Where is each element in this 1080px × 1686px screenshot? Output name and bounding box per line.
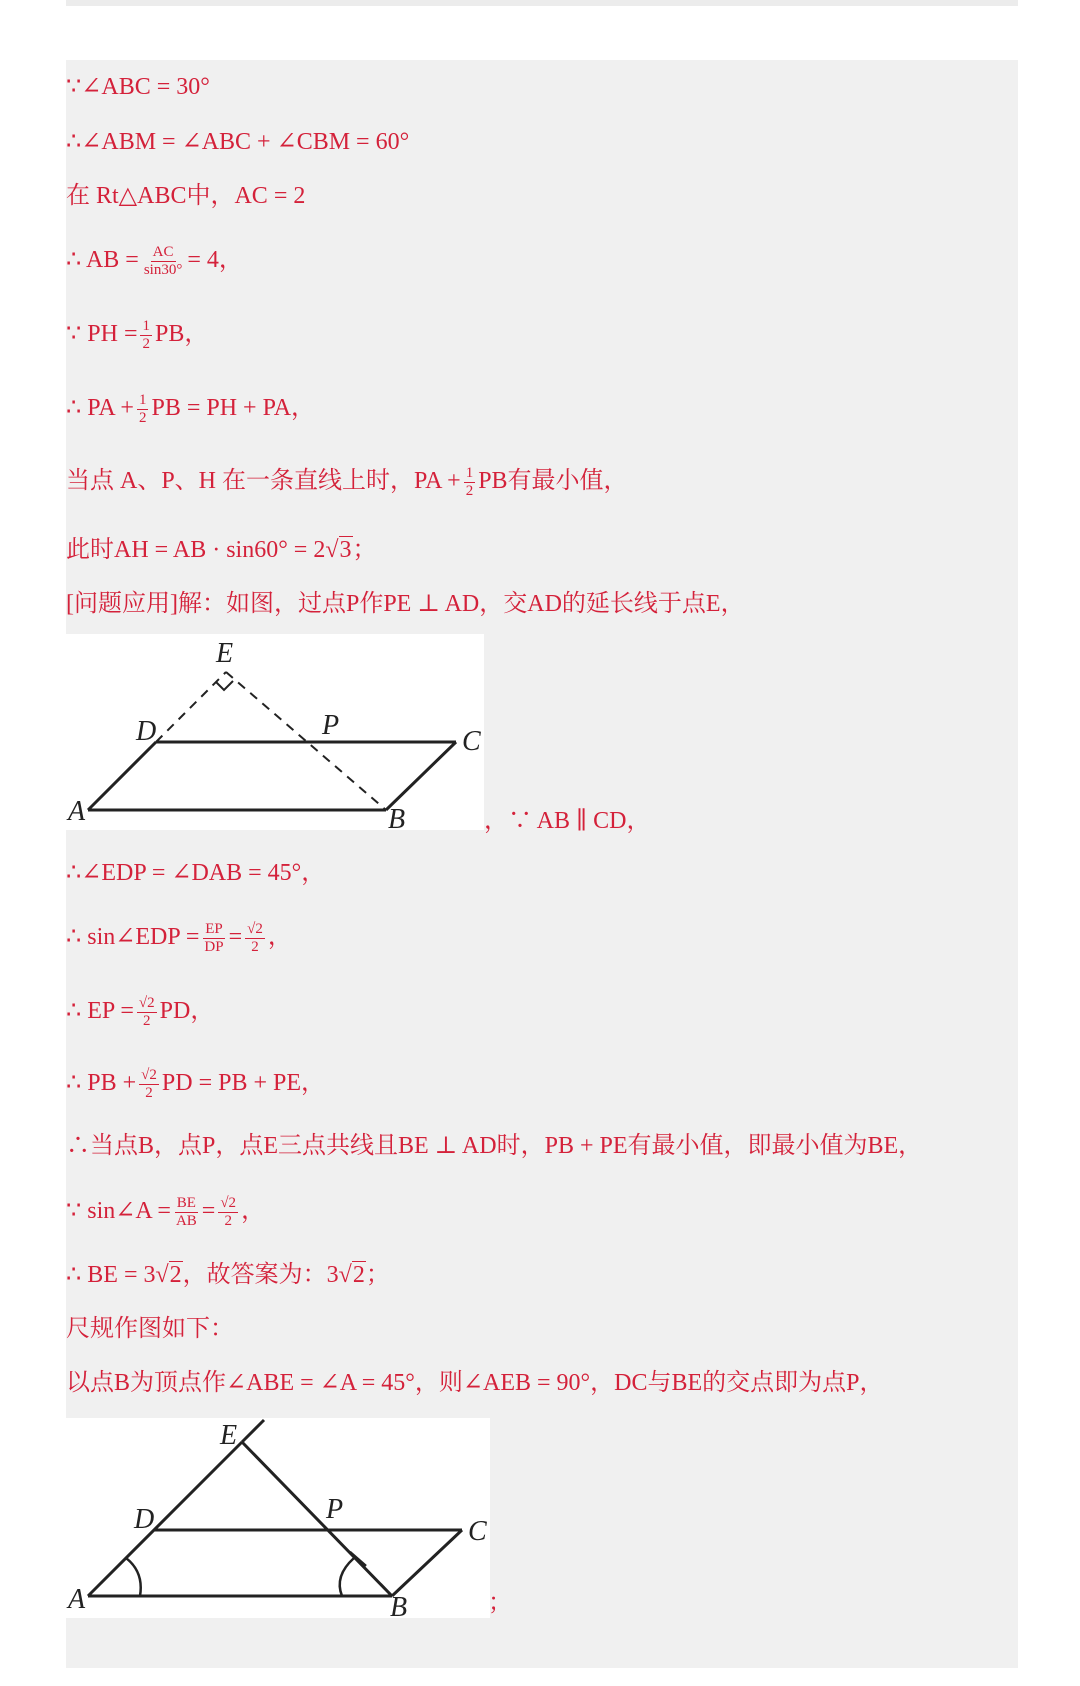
right-angle-mark xyxy=(216,681,233,690)
fraction-half: $\frac{1}{2}$ xyxy=(142,318,150,352)
segment-ad xyxy=(88,742,156,810)
fraction-root2-over-2: $\frac{√2}{2}$ xyxy=(247,921,263,955)
label-c: C xyxy=(462,726,481,757)
label-d: D xyxy=(134,1504,155,1535)
arc-at-a xyxy=(126,1558,141,1596)
fraction-ac-sin30: $\frac{AC}{\sin 30^\circ}$ xyxy=(143,244,183,278)
fraction-be-ab: $\frac{BE}{AB}$ xyxy=(175,1195,197,1229)
line-14: ∴ PB + $\frac{√2}{2}$ PD = PB + PE， xyxy=(66,1067,326,1101)
fraction-half: $\frac{1}{2}$ xyxy=(138,392,147,426)
sqrt-3: √3 xyxy=(325,537,352,563)
label-p: P xyxy=(322,710,340,741)
line-19: 以点B为顶点作∠ABE = ∠A = 45°，则∠AEB = 90°，DC与BE的交点即为点P， xyxy=(66,1370,884,1396)
line-10: ，∵ AB ∥ CD， xyxy=(484,808,651,834)
label-d: D xyxy=(136,716,157,747)
fraction-half: $\frac{1}{2}$ xyxy=(465,465,474,499)
line-7: 当点 A、P、H 在一条直线上时，PA + $\frac{1}{2}$ PB有最小值， xyxy=(66,465,628,499)
figure-1-svg xyxy=(66,634,484,830)
figure-1 xyxy=(66,634,484,830)
segment-bc xyxy=(392,1530,462,1596)
line-18: 尺规作图如下： xyxy=(66,1316,234,1342)
fraction-root2-over-2: $\frac{√2}{2}$ xyxy=(141,1067,157,1101)
fraction-root2-over-2: $\frac{√2}{2}$ xyxy=(220,1195,237,1229)
label-p: P xyxy=(326,1494,344,1525)
sqrt-2: √2 xyxy=(338,1262,365,1288)
line-11: ∴∠EDP = ∠DAB = 45°， xyxy=(66,860,326,886)
line-8: 此时AH = AB · sin60° = 2√3； xyxy=(66,537,377,563)
line-9: [问题应用]解：如图，过点P作PE ⊥ AD，交AD的延长线于点E， xyxy=(66,591,745,617)
top-divider xyxy=(66,0,1018,6)
line-16: ∵ sin∠A = $\frac{BE}{AB}$ = $\frac{√2}{2}$ ， xyxy=(66,1195,266,1229)
line-1: ∵∠ABC = 30° xyxy=(66,74,210,100)
line-17: ∴ BE = 3√2，故答案为：3√2； xyxy=(66,1262,390,1288)
line-13: ∴ EP = $\frac{√2}{2}$ PD， xyxy=(66,995,215,1029)
figure-2-svg xyxy=(66,1418,490,1618)
label-e: E xyxy=(216,638,234,669)
fraction-root2-over-2: $\frac{√2}{2}$ xyxy=(138,995,155,1029)
segment-e-extension xyxy=(242,1420,264,1442)
label-a: A xyxy=(68,796,86,827)
line-12: ∴ sin∠EDP = $\frac{EP}{DP}$ = $\frac{√2}{2}$ ， xyxy=(66,921,292,955)
sqrt-2: √2 xyxy=(155,1262,182,1288)
line-3: 在 Rt△ABC中，AC = 2 xyxy=(66,183,306,209)
label-b: B xyxy=(390,1592,408,1618)
line-4: ∴ AB = $\frac{AC}{\sin 30^\circ}$ = 4， xyxy=(66,244,243,278)
label-a: A xyxy=(68,1584,86,1615)
label-b: B xyxy=(388,804,406,830)
line-20: ； xyxy=(488,1590,512,1616)
label-e: E xyxy=(220,1420,238,1451)
arc-at-b xyxy=(340,1558,354,1596)
fraction-ep-dp: $\frac{EP}{DP}$ xyxy=(204,921,224,955)
figure-2 xyxy=(66,1418,490,1618)
segment-bc xyxy=(386,742,456,810)
segment-eb xyxy=(242,1442,392,1596)
segment-ae xyxy=(88,1442,242,1596)
line-15: ∴当点B，点P，点E三点共线且BE ⊥ AD时，PB + PE有最小值，即最小值为BE， xyxy=(66,1133,923,1159)
line-5: ∵ PH = $\frac{1}{2}$ PB， xyxy=(66,318,209,352)
line-2: ∴∠ABM = ∠ABC + ∠CBM = 60° xyxy=(66,129,410,155)
label-c: C xyxy=(468,1516,487,1547)
line-6: ∴ PA + $\frac{1}{2}$ PB = PH + PA， xyxy=(66,392,316,426)
